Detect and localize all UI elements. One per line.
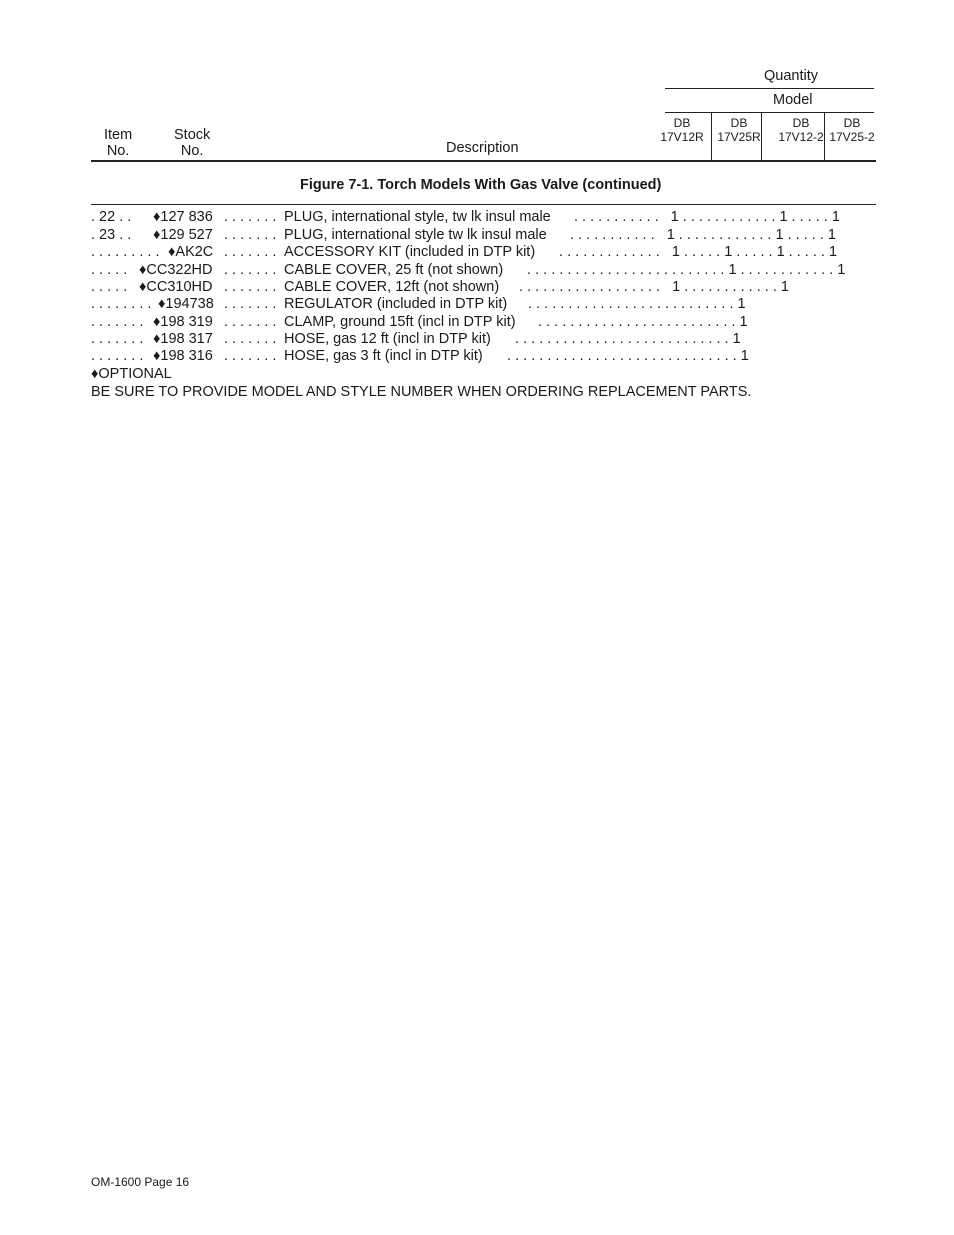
description: HOSE, gas 3 ft (incl in DTP kit) [284,348,483,364]
table-row [0,279,954,297]
table-row [0,314,954,332]
stock-number: ♦198 317 [153,331,213,347]
quantity-leader: . . . . . . . . . . . . . . . . . . . . . . . . . 1 [534,314,748,330]
stock-dots: . . . . . . . [224,348,277,364]
quantity-leader: . . . . . . . . . . . . . . . . . . 1 . . . . . . . . . . . . 1 [515,279,789,295]
model-col-4: DB 17V25-2 [829,116,875,144]
ordering-notice: BE SURE TO PROVIDE MODEL AND STYLE NUMBER WHEN ORDERING REPLACEMENT PARTS. [91,384,752,400]
stock-dots: . . . . . . . [224,314,277,330]
table-row [0,227,954,245]
item-no-header: Item No. [104,127,133,159]
figure-title: Figure 7-1. Torch Models With Gas Valve (continued) [300,177,662,193]
quantity-leader: . . . . . . . . . . . . . . . . . . . . . . . . . . . . . 1 [499,348,749,364]
stock-number: ♦CC322HD [139,262,213,278]
stock-dots: . . . . . . . [224,296,277,312]
description: PLUG, international style, tw lk insul male [284,209,551,225]
description: CLAMP, ground 15ft (incl in DTP kit) [284,314,516,330]
description: REGULATOR (included in DTP kit) [284,296,508,312]
item-dots: . . . . . . . . [91,296,152,312]
model-header: Model [773,92,813,108]
quantity-leader: . . . . . . . . . . . . . . . . . . . . . . . . . 1 . . . . . . . . . . . . 1 [519,262,846,278]
description: CABLE COVER, 25 ft (not shown) [284,262,504,278]
description: HOSE, gas 12 ft (incl in DTP kit) [284,331,491,347]
quantity-leader: . . . . . . . . . . . . . . . . . . . . . . . . . . . 1 [507,331,741,347]
stock-no-header: Stock No. [174,127,211,159]
stock-dots: . . . . . . . [224,279,277,295]
item-dots: . . . . . . . [91,314,144,330]
quantity-leader: . . . . . . . . . . . 1 . . . . . . . . . . . . 1 . . . . . 1 [566,227,836,243]
item-dots: . . . . . . . [91,348,144,364]
model-divider [711,112,712,162]
quantity-leader: . . . . . . . . . . . . . . . . . . . . . . . . . . 1 [524,296,746,312]
model-rule [665,112,874,113]
item-dots: . . . . . [91,279,128,295]
stock-dots: . . . . . . . [224,244,277,260]
model-col-2: DB 17V25R [717,116,761,144]
item-dots: . 22 . . [91,209,132,225]
description-header: Description [446,140,519,156]
quantity-rule [665,88,874,89]
description: ACCESSORY KIT (included in DTP kit) [284,244,536,260]
stock-number: ♦198 316 [153,348,213,364]
stock-dots: . . . . . . . [224,209,277,225]
table-row [0,262,954,280]
item-dots: . . . . . [91,262,128,278]
stock-number: ♦CC310HD [139,279,213,295]
quantity-leader: . . . . . . . . . . . . . 1 . . . . . 1 . . . . . 1 . . . . . 1 [555,244,838,260]
stock-number: ♦AK2C [168,244,214,260]
header-rule [91,160,876,162]
item-dots: . . . . . . . . . [91,244,160,260]
stock-number: ♦194738 [158,296,214,312]
quantity-header: Quantity [764,68,818,84]
page-number: OM-1600 Page 16 [91,1175,190,1189]
description: PLUG, international style tw lk insul male [284,227,547,243]
stock-number: ♦127 836 [153,209,213,225]
model-col-1: DB 17V12R [660,116,704,144]
table-row [0,244,954,262]
table-row [0,348,954,366]
stock-dots: . . . . . . . [224,331,277,347]
item-dots: . 23 . . [91,227,132,243]
stock-number: ♦198 319 [153,314,213,330]
table-row [0,331,954,349]
title-rule [91,204,876,205]
model-col-3: DB 17V12-2 [778,116,824,144]
table-row [0,209,954,227]
stock-dots: . . . . . . . [224,262,277,278]
stock-number: ♦129 527 [153,227,213,243]
description: CABLE COVER, 12ft (not shown) [284,279,500,295]
stock-dots: . . . . . . . [224,227,277,243]
item-dots: . . . . . . . [91,331,144,347]
quantity-leader: . . . . . . . . . . . 1 . . . . . . . . . . . . 1 . . . . . 1 [574,209,840,225]
optional-footnote: ♦OPTIONAL [91,366,172,382]
table-row [0,296,954,314]
